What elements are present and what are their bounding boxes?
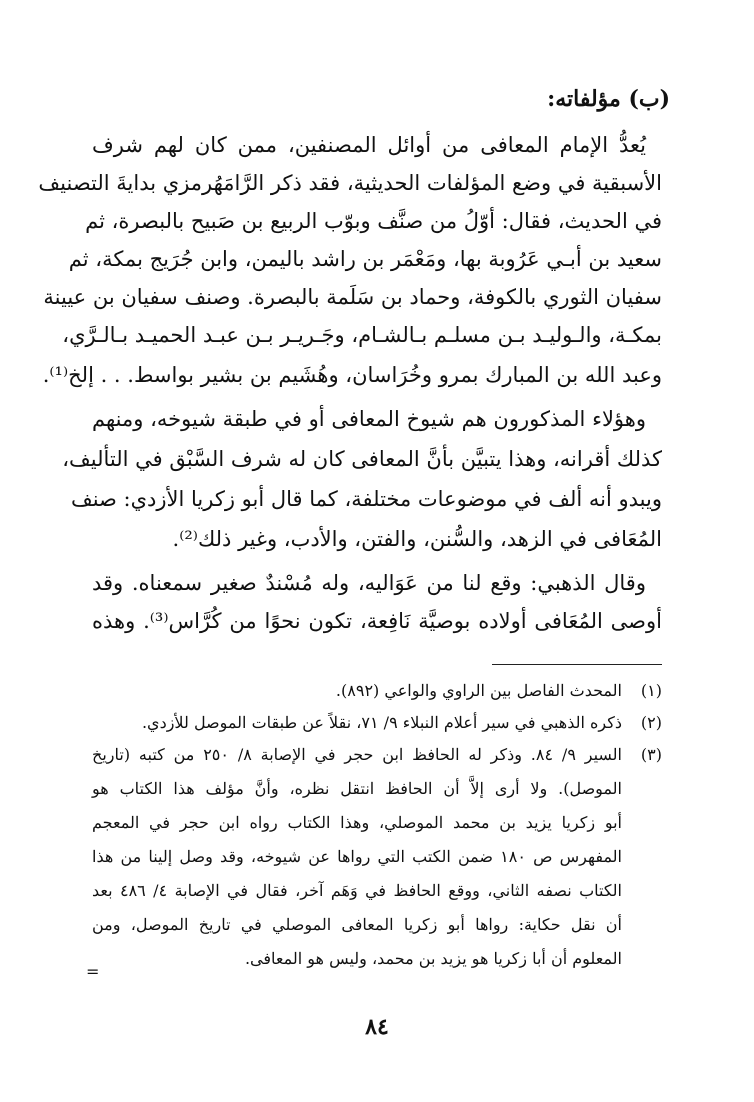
- footnote-3-line: الموصل). ولا أرى إلاَّ أن الحافظ انتقل نظره، وأنَّ مؤلف هذا الكتاب هو: [92, 779, 622, 798]
- body-line: سفيان الثوري بالكوفة، وحماد بن سَلَمة بالبصرة. وصنف سفيان بن عيينة: [43, 285, 662, 309]
- body-line: يُعدُّ الإمام المعافى من أوائل المصنفين، ممن كان لهم شرف: [92, 133, 646, 157]
- footnote-3-line: الكتاب نصفه الثاني، ووقع الحافظ في وَهَم آخر، فقال في الإصابة ٤/ ٤٨٦ بعد: [92, 881, 623, 900]
- footnote-3-line: أن نقل حكاية: رواها أبو زكريا المعافى الموصلي في تاريخ الموصل، ومن: [92, 915, 622, 934]
- footnote-number: (٢): [640, 713, 662, 732]
- footnote-number: (٣): [640, 745, 662, 764]
- footnote-text: السير ٩/ ٨٤. وذكر له الحافظ ابن حجر في الإصابة ٨/ ٢٥٠ من كتبه (تاريخ: [92, 745, 622, 764]
- body-line: في الحديث، فقال: أوّلُ من صنَّف وبوّب الربيع بن صَبيح بالبصرة، ثم: [85, 209, 662, 233]
- continuation-mark: =: [86, 962, 100, 981]
- body-line: أوصى المُعَافى أولاده بوصيَّة نَافِعة، تكون نحوًا من كُرَّاس⁽³⁾. وهذه: [92, 609, 662, 633]
- body-line: وقال الذهبي: وقع لنا من عَوَاليه، وله مُسْندٌ صغير سمعناه. وقد: [92, 571, 646, 595]
- footnote-2: [92, 710, 662, 736]
- footnote-text: المحدث الفاصل بين الراوي والواعي (٨٩٢).: [335, 681, 622, 700]
- body-line: وهؤلاء المذكورون هم شيوخ المعافى أو في طبقة شيوخه، ومنهم: [92, 407, 646, 431]
- body-line: الأسبقية في وضع المؤلفات الحديثية، فقد ذكر الرَّامَهُرمزي بدايةَ التصنيف: [38, 171, 662, 195]
- footnote-3-line: أبو زكريا يزيد بن محمد الموصلي، وهذا الكتاب رواه ابن حجر في المعجم: [92, 813, 622, 832]
- section-heading: (ب) مؤلفاته:: [547, 86, 670, 112]
- body-line: سعيد بن أبـي عَرُوبة بها، ومَعْمَر بن راشد باليمن، وابن جُرَيج بمكة، ثم: [68, 247, 662, 271]
- page-number: ٨٤: [365, 1014, 389, 1040]
- footnote-3-line: المعلوم أن أبا زكريا هو يزيد بن محمد، وليس هو المعافى.: [244, 949, 622, 968]
- body-line: المُعَافى في الزهد، والسُّنن، والفتن، والأدب، وغير ذلك⁽²⁾.: [172, 527, 662, 551]
- footnote-3-line: المفهرس ص ١٨٠ ضمن الكتب التي رواها عن شيوخه، وقد وصل إلينا من هذا: [92, 847, 623, 866]
- footnote-text: ذكره الذهبي في سير أعلام النبلاء ٩/ ٧١، نقلاً عن طبقات الموصل للأزدي.: [141, 713, 622, 732]
- footnote-number: (١): [640, 681, 662, 700]
- footnote-3: [92, 742, 662, 768]
- footnote-divider: [492, 664, 662, 665]
- body-line: بمكـة، والـوليـد بـن مسلـم بـالشـام، وجَـريـر بـن عبـد الحميـد بـالـرَّي،: [62, 323, 662, 347]
- body-line: ويبدو أنه ألف في موضوعات مختلفة، كما قال أبو زكريا الأزدي: صنف: [70, 487, 662, 511]
- footnote-1: [92, 678, 662, 704]
- body-line: كذلك أقرانه، وهذا يتبيَّن بأنَّ المعافى كان له شرف السَّبْق في التأليف،: [62, 447, 662, 471]
- body-line: وعبد الله بن المبارك بمرو وخُرَاسان، وهُشَيم بن بشير بواسط. . . إلخ⁽¹⁾.: [42, 363, 662, 387]
